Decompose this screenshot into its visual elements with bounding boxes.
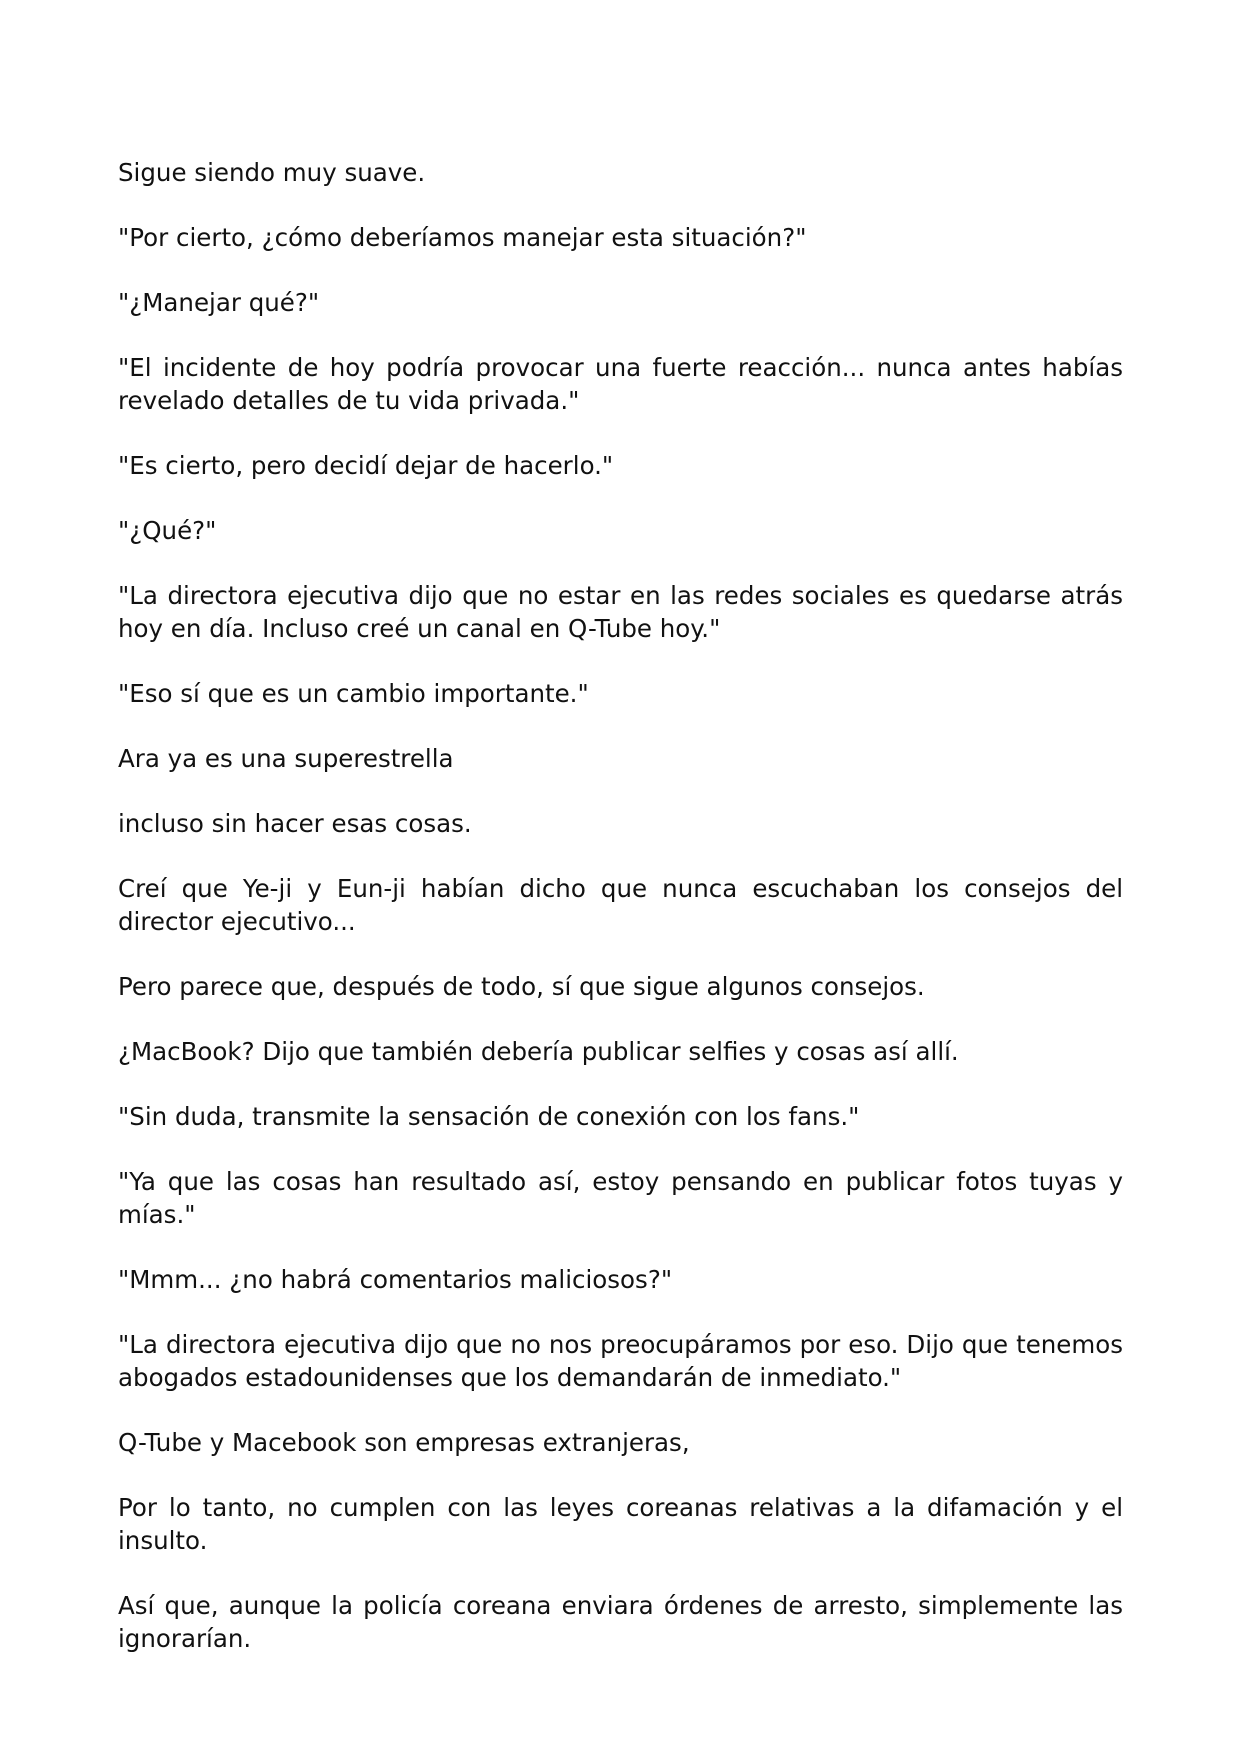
paragraph: Ara ya es una superestrella [118,744,454,773]
paragraph: Por lo tanto, no cumplen con las leyes coreanas relativas a la difamación y el insulto. [118,1493,1123,1555]
paragraph: "¿Manejar qué?" [118,288,320,317]
paragraph: ¿MacBook? Dijo que también debería publicar selfies y cosas así allí. [118,1037,959,1066]
paragraph: Pero parece que, después de todo, sí que sigue algunos consejos. [118,972,925,1001]
paragraph: Así que, aunque la policía coreana enviara órdenes de arresto, simplemente las ignorarían. [118,1591,1123,1653]
paragraph: incluso sin hacer esas cosas. [118,809,472,838]
paragraph: "El incidente de hoy podría provocar una fuerte reacción... nunca antes habías revelado detalles de tu vida privada." [118,353,1123,415]
paragraph: Q-Tube y Macebook son empresas extranjeras, [118,1428,690,1457]
paragraph: "¿Qué?" [118,516,217,545]
paragraph: "La directora ejecutiva dijo que no estar en las redes sociales es quedarse atrás hoy en día. Incluso creé un canal en Q-Tube hoy." [118,581,1123,643]
paragraph: Creí que Ye-ji y Eun-ji habían dicho que nunca escuchaban los consejos del director ejecutivo... [118,874,1123,936]
paragraph: "Sin duda, transmite la sensación de conexión con los fans." [118,1102,860,1131]
paragraph: Sigue siendo muy suave. [118,158,426,187]
paragraph: "Ya que las cosas han resultado así, estoy pensando en publicar fotos tuyas y mías." [118,1167,1123,1229]
paragraph: "La directora ejecutiva dijo que no nos preocupáramos por eso. Dijo que tenemos abogados estadounidenses que los demandarán de inmediato." [118,1330,1123,1392]
paragraph: "Es cierto, pero decidí dejar de hacerlo." [118,451,614,480]
paragraph: "Eso sí que es un cambio importante." [118,679,589,708]
paragraph: "Mmm... ¿no habrá comentarios maliciosos?" [118,1265,673,1294]
document-body [118,156,1123,1687]
paragraph: "Por cierto, ¿cómo deberíamos manejar esta situación?" [118,223,807,252]
